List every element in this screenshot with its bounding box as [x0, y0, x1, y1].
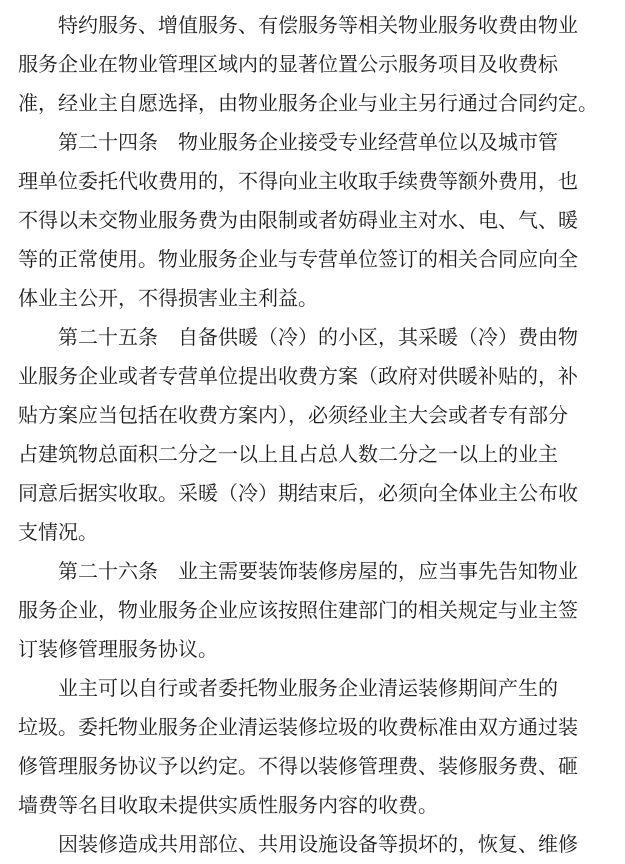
paragraph-article-25 [18, 318, 610, 552]
text-line: 第二十六条 业主需要装饰装修房屋的，应当事先告知物业 [58, 559, 578, 583]
text-line: 订装修管理服务协议。 [18, 637, 218, 661]
text-line: 垃圾。委托物业服务企业清运装修垃圾的收费标准由双方通过装 [18, 715, 578, 739]
text-line: 占建筑物总面积二分之一以上且占总人数二分之一以上的业主 [18, 442, 558, 466]
text-line: 墙费等名目收取未提供实质性服务内容的收费。 [18, 793, 438, 817]
text-line: 业服务企业或者专营单位提出收费方案（政府对供暖补贴的，补 [18, 364, 578, 388]
text-line: 服务企业在物业管理区域内的显著位置公示服务项目及收费标 [18, 52, 558, 76]
text-line: 理单位委托代收费用的，不得向业主收取手续费等额外费用，也 [18, 169, 578, 193]
text-line: 不得以未交物业服务费为由限制或者妨碍业主对水、电、气、暖 [18, 208, 578, 232]
text-line: 因装修造成共用部位、共用设施设备等损坏的，恢复、维修 [58, 832, 578, 856]
text-line: 服务企业，物业服务企业应该按照住建部门的相关规定与业主签 [18, 598, 578, 622]
text-line: 等的正常使用。物业服务企业与专营单位签订的相关合同应向全 [18, 247, 578, 271]
text-line: 业主可以自行或者委托物业服务企业清运装修期间产生的 [58, 676, 558, 700]
text-line: 支情况。 [18, 520, 98, 544]
paragraph-fee-disclosure [18, 6, 610, 123]
text-line: 特约服务、增值服务、有偿服务等相关物业服务收费由物业 [58, 13, 578, 37]
text-line: 贴方案应当包括在收费方案内），必须经业主大会或者专有部分 [18, 403, 568, 427]
text-line: 修管理服务协议予以约定。不得以装修管理费、装修服务费、砸 [18, 754, 578, 778]
text-line: 同意后据实收取。采暖（冷）期结束后，必须向全体业主公布收 [18, 481, 578, 505]
paragraph-article-26 [18, 552, 610, 669]
document-page [18, 6, 610, 864]
paragraph-renovation-waste [18, 669, 610, 825]
text-line: 第二十五条 自备供暖（冷）的小区，其采暖（冷）费由物 [58, 325, 578, 349]
text-line: 准，经业主自愿选择，由物业服务企业与业主另行通过合同约定。 [18, 91, 598, 115]
text-line: 第二十四条 物业服务企业接受专业经营单位以及城市管 [58, 130, 558, 154]
text-line: 体业主公开，不得损害业主利益。 [18, 286, 318, 310]
paragraph-article-24 [18, 123, 610, 318]
paragraph-renovation-damage [18, 825, 610, 864]
